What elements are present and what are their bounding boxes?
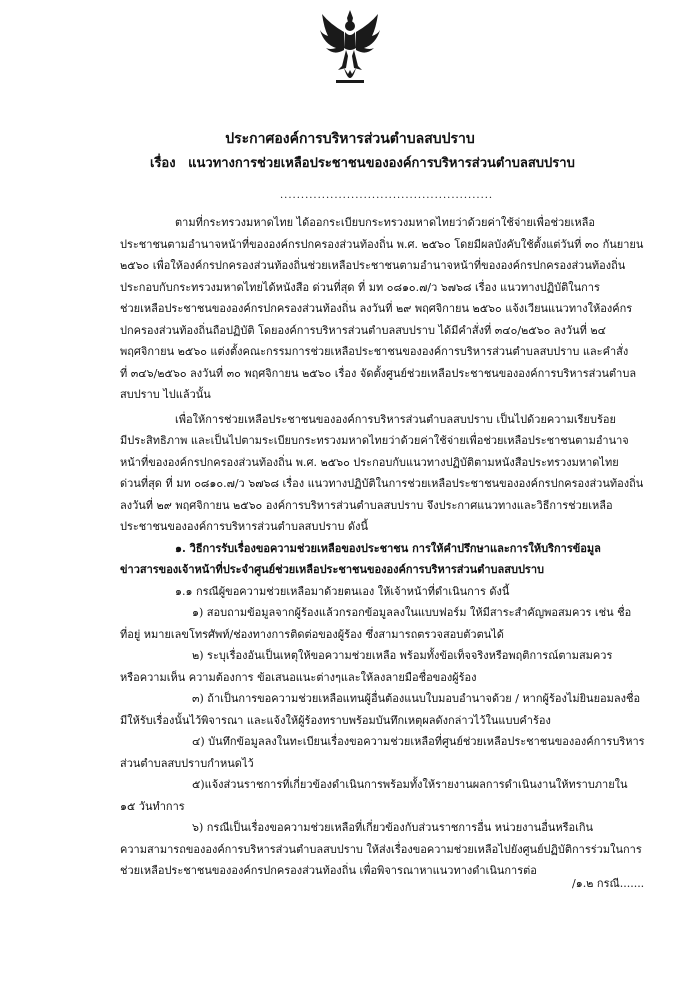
paragraph-line: ๒๕๖๐ เพื่อให้องค์กรปกครองส่วนท้องถิ่นช่วยเหลือประชาชนตามอำนาจหน้าที่ขององค์กรปกครองส่วนท้องถิ่น — [120, 259, 626, 272]
next-page-footer: /๑.๒ กรณี....... — [572, 877, 645, 890]
list-item: ๒) ระบุเรื่องอันเป็นเหตุให้ขอความช่วยเหลือ พร้อมทั้งข้อเท็จจริงหรือพฤติการณ์ตามสมควร — [192, 649, 613, 662]
paragraph-line: ประชาชนขององค์การบริหารส่วนตำบลสบปราบ ดังนี้ — [120, 520, 368, 533]
list-item-continuation: มีให้รับเรื่องนั้นไว้พิจารณา และแจ้งให้ผู้ร้องทราบพร้อมบันทึกเหตุผลดังกล่าวไว้ในแบบคำร้อง — [120, 713, 551, 727]
section-heading: ๑. วิธีการรับเรื่องขอความช่วยเหลือของประชาชน การให้คำปรึกษาและการให้บริการข้อมูล — [175, 541, 601, 555]
title-separator: ................................................... — [280, 190, 494, 201]
paragraph-line: เพื่อให้การช่วยเหลือประชาชนขององค์การบริหารส่วนตำบลสบปราบ เป็นไปด้วยความเรียบร้อย — [175, 412, 616, 426]
paragraph-line: ช่วยเหลือประชาชนขององค์กรปกครองส่วนท้องถิ่น ลงวันที่ ๒๙ พฤศจิกายน ๒๕๖๐ แจ้งเวียนแนวทางให้องค์กร — [120, 302, 633, 315]
document-subject — [150, 152, 575, 173]
document-title: ประกาศองค์การบริหารส่วนตำบลสบปราบ — [225, 131, 475, 147]
section-heading: ข่าวสารของเจ้าหน้าที่ประจำศูนย์ช่วยเหลือประชาชนขององค์การบริหารส่วนตำบลสบปราบ — [120, 563, 544, 576]
paragraph-line: หน้าที่ขององค์กรปกครองส่วนท้องถิ่น พ.ศ. ๒๕๖๐ ประกอบกับแนวทางปฏิบัติตามหนังสือประทรวงมหาดไทย — [120, 455, 619, 469]
list-item: ๔) บันทึกข้อมูลลงในทะเบียนเรื่องขอความช่วยเหลือที่ศูนย์ช่วยเหลือประชาชนขององค์การบริหาร — [192, 735, 645, 748]
list-item-continuation: ส่วนตำบลสบปราบกำหนดไว้ — [120, 756, 254, 770]
paragraph-line: สบปราบ ไปแล้วนั้น — [120, 388, 211, 401]
paragraph-line: ประกอบกับกระทรวงมหาดไทยได้หนังสือ ด่วนที่สุด ที่ มท ๐๘๑๐.๗/ว ๖๗๖๘ เรื่อง แนวทางปฏิบัติในการ — [120, 280, 600, 294]
subject-text: แนวทางการช่วยเหลือประชาชนขององค์การบริหารส่วนตำบลสบปราบ — [188, 156, 575, 171]
list-item: ๓) ถ้าเป็นการขอความช่วยเหลือแทนผู้อื่นต้องแนบใบมอบอำนาจด้วย / หากผู้ร้องไม่ยินยอมลงชื่อ — [192, 692, 641, 705]
list-item: ๑) สอบถามข้อมูลจากผู้ร้องแล้วกรอกข้อมูลลงในแบบฟอร์ม ให้มีสาระสำคัญพอสมควร เช่น ชื่อ — [192, 606, 632, 619]
list-item-continuation: ความสามารถขององค์การบริหารส่วนตำบลสบปราบ ให้ส่งเรื่องขอความช่วยเหลือไปยังศูนย์ปฏิบัติการร่วมในการ — [120, 842, 642, 856]
paragraph-line: ตามที่กระทรวงมหาดไทย ได้ออกระเบียบกระทรวงมหาดไทยว่าด้วยค่าใช้จ่ายเพื่อช่วยเหลือ — [175, 216, 595, 229]
paragraph-line: ปกครองส่วนท้องถิ่นถือปฏิบัติ โดยองค์การบริหารส่วนตำบลสบปราบ ได้มีคำสั่งที่ ๓๔๐/๒๕๖๐ ลงวันที่ ๒๔ — [120, 323, 606, 337]
document-body — [120, 212, 645, 882]
paragraph-line: ประชาชนตามอำนาจหน้าที่ขององค์กรปกครองส่วนท้องถิ่น พ.ศ. ๒๕๖๐ โดยมีผลบังคับใช้ตั้งแต่วันที่ ๓๐ กันยายน — [120, 237, 644, 251]
list-item-continuation: ๑๕ วันทำการ — [120, 799, 185, 813]
subject-label: เรื่อง — [150, 156, 176, 171]
list-item-continuation: หรือความเห็น ความต้องการ ข้อเสนอแนะต่างๆและให้ลงลายมือชื่อของผู้ร้อง — [120, 670, 477, 684]
paragraph-line: ลงวันที่ ๒๙ พฤศจิกายน ๒๕๖๐ องค์การบริหารส่วนตำบลสบปราบ จึงประกาศแนวทางและวิธีการช่วยเหลือ — [120, 498, 613, 512]
paragraph-line: ด่วนที่สุด ที่ มท ๐๘๑๐.๗/ว ๖๗๖๘ เรื่อง แนวทางปฏิบัติในการช่วยเหลือประชาชนขององค์กรปกครองส่วนท้องถิ่น — [120, 477, 644, 490]
list-item-continuation: ที่อยู่ หมายเลขโทรศัพท์/ช่องทางการติดต่อของผู้ร้อง ซึ่งสามารถตรวจสอบตัวตนได้ — [120, 627, 504, 641]
list-item: ๖) กรณีเป็นเรื่องขอความช่วยเหลือที่เกี่ยวข้องกับส่วนราชการอื่น หน่วยงานอื่นหรือเกิน — [192, 821, 594, 834]
paragraph-line: ที่ ๓๔๖/๒๕๖๐ ลงวันที่ ๓๐ พฤศจิกายน ๒๕๖๐ เรื่อง จัดตั้งศูนย์ช่วยเหลือประชาชนขององค์การบริหารส่วนตำบล — [120, 366, 637, 380]
paragraph-line: พฤศจิกายน ๒๕๖๐ แต่งตั้งคณะกรรมการช่วยเหลือประชาชนขององค์การบริหารส่วนตำบลสบปราบ และคำสั่ง — [120, 345, 629, 358]
list-item: ๕)แจ้งส่วนราชการที่เกี่ยวข้องดำเนินการพร้อมทั้งให้รายงานผลการดำเนินงานให้ทราบภายใน — [192, 778, 628, 791]
paragraph-line: มีประสิทธิภาพ และเป็นไปตามระเบียบกระทรวงมหาดไทยว่าด้วยค่าใช้จ่ายเพื่อช่วยเหลือประชาชนตามอำนาจ — [120, 434, 629, 447]
subsection-heading: ๑.๑ กรณีผู้ขอความช่วยเหลือมาด้วยตนเอง ให้เจ้าหน้าที่ดำเนินการ ดังนี้ — [175, 584, 510, 598]
garuda-emblem-icon — [318, 8, 382, 90]
list-item-continuation: ช่วยเหลือประชาชนขององค์กรปกครองส่วนท้องถิ่น เพื่อพิจารณาหาแนวทางดำเนินการต่อ — [120, 864, 537, 877]
